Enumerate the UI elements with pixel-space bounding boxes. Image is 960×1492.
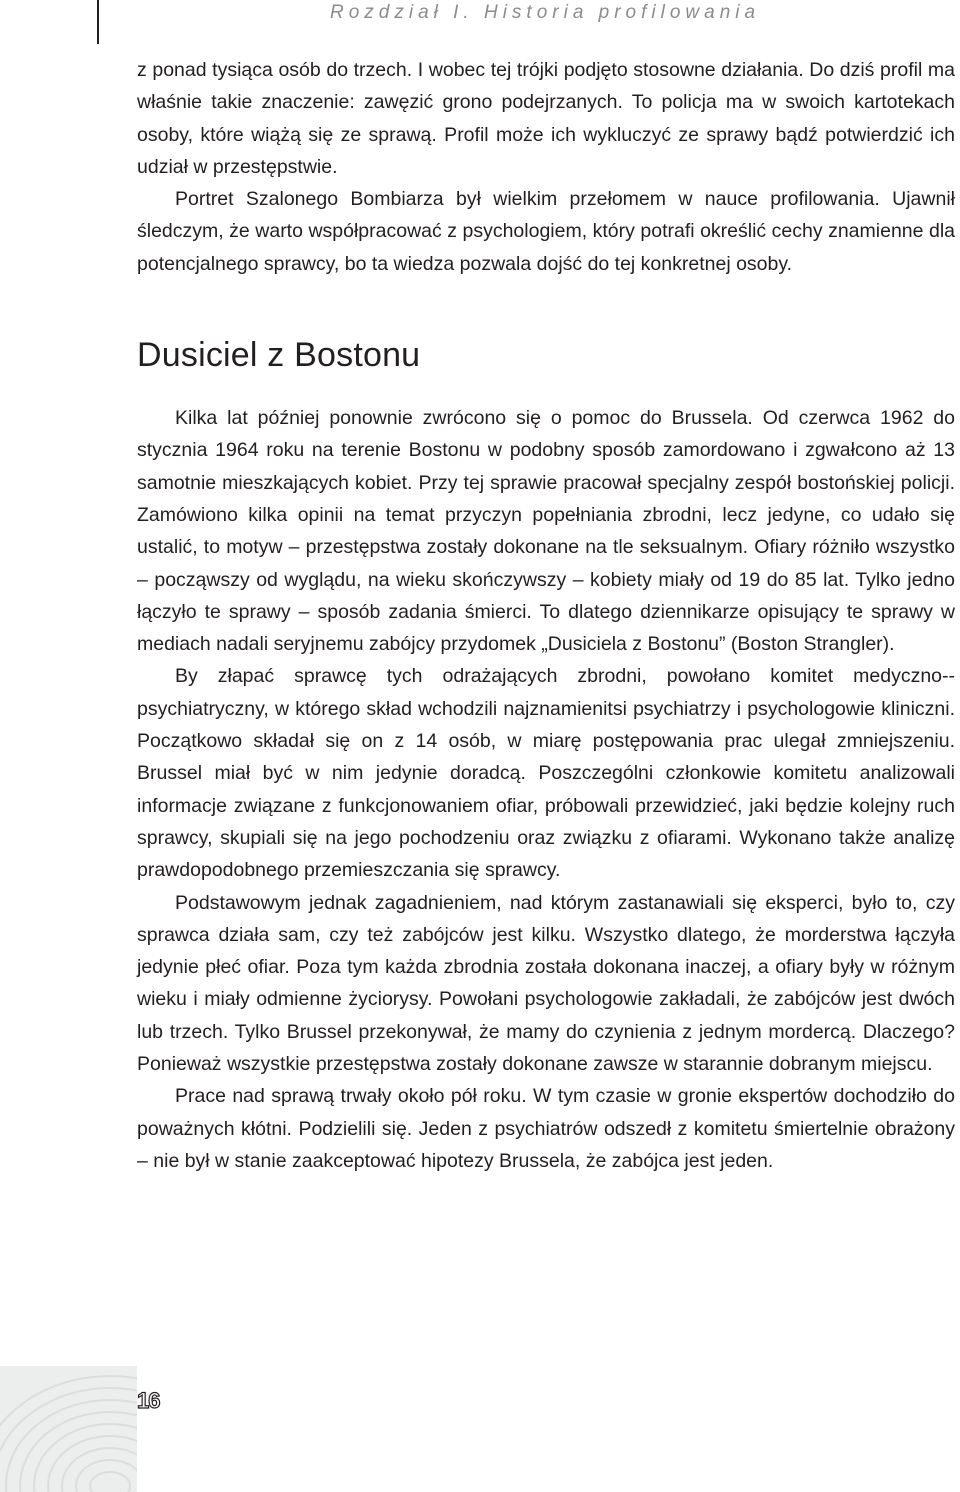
paragraph: z ponad tysiąca osób do trzech. I wobec tej trójki podjęto stosowne działania. Do dziś profil ma właśnie takie znaczenie: zawęzić grono podejrzanych. To policja ma w swoich kartotekach osoby, które wiążą się ze sprawą. Profil może ich wykluczyć ze sprawy bądź potwierdzić ich udział w przestępstwie. <box>137 59 955 178</box>
section-heading: Dusiciel z Bostonu <box>137 336 421 375</box>
section-spacer <box>137 280 955 332</box>
paragraph: Kilka lat później ponownie zwrócono się o pomoc do Brussela. Od czerwca 1962 do stycznia 1964 roku na terenie Bostonu w podobny sposób zamordowano i zgwałcono aż 13 samotnie mieszkających kobiet. Przy tej sprawie pracował specjalny zespół bostońskiej policji. Zamówiono kilka opinii na temat przyczyn popełniania zbrodni, lecz jedyne, co udało się ustalić, to motyw – przestępstwa zostały dokonane na tle seksualnym. Ofiary różniło wszystko – począwszy od wyglądu, na wieku skończywszy – kobiety miały od 19 do 85 lat. Tylko jedno łączyło te sprawy – sposób zadania śmierci. To dlatego dziennikarze opisujący te sprawy w mediach nadali seryjnemu zabójcy przydomek „Dusiciela z Bostonu” (Boston Strangler). <box>137 407 955 656</box>
paragraph: Prace nad sprawą trwały około pół roku. W tym czasie w gronie ekspertów dochodziło do poważnych kłótni. Podzielili się. Jeden z psychiatrów odszedł z komitetu śmiertelnie obrażony – nie był w stanie zaakceptować hipotezy Brussela, że zabójca jest jeden. <box>137 1085 955 1172</box>
paragraph: Podstawowym jednak zagadnieniem, nad którym zastanawiali się eksperci, było to, czy sprawca działa sam, czy też zabójców jest kilku. Wszystko dlatego, że morderstwa łączyła jedynie płeć ofiar. Poza tym każda zbrodnia została dokonana inaczej, a ofiary były w różnym wieku i miały odmienne życiorysy. Powołani psychologowie zakładali, że zabójców jest dwóch lub trzech. Tylko Brussel przekonywał, że mamy do czynienia z jednym mordercą. Dlaczego? Ponieważ wszystkie przestępstwa zostały dokonane zawsze w starannie dobranym miejscu. <box>137 891 955 1076</box>
paragraph: By złapać sprawcę tych odrażających zbrodni, powołano komitet medyczno-​-psychiatryczny, w którego skład wchodzili najznamienitsi psychiatrzy i psychologowie kliniczni. Początkowo składał się on z 14 osób, w miarę postępowania prac ulegał zmniejszeniu. Brussel miał być w nim jedynie doradcą. Poszczególni członkowie komitetu analizowali informacje związane z funkcjonowaniem ofiar, próbowali przewidzieć, jaki będzie kolejny ruch sprawcy, skupiali się na jego pochodzeniu oraz związku z ofiarami. Wykonano także analizę prawdopodobnego przemieszczania się sprawcy. <box>137 665 955 882</box>
running-header: Rozdział I. Historia profilowania <box>330 2 761 23</box>
page-number: 16 <box>137 1388 160 1413</box>
paragraph: Portret Szalonego Bombiarza był wielkim przełomem w nauce profilowania. Ujawnił śledczym, że warto współpracować z psychologiem, który potrafi określić cechy znamienne dla potencjalnego sprawcy, bo ta wiedza pozwala dojść do tej konkretnej osoby. <box>137 188 955 275</box>
fingerprint-icon <box>0 1366 137 1492</box>
header-rule <box>97 0 99 44</box>
page-body <box>137 54 955 1177</box>
